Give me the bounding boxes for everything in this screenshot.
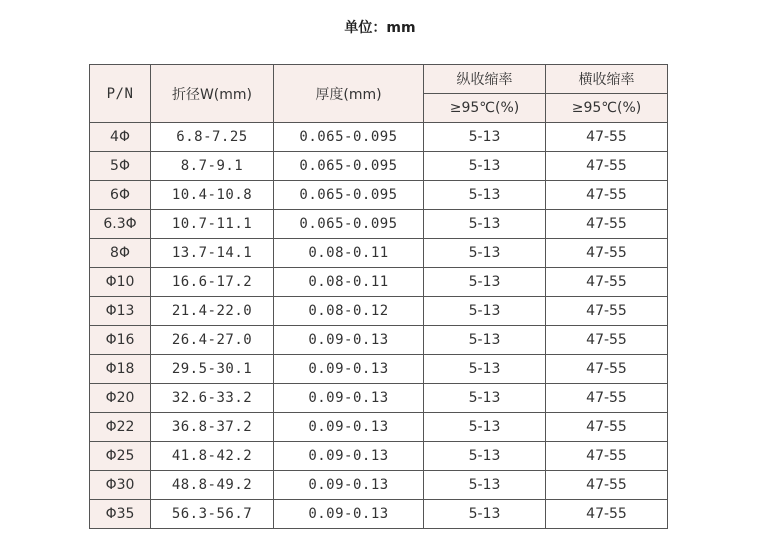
cell-trans-shrink: 47-55 — [546, 268, 668, 297]
cell-trans-shrink: 47-55 — [546, 210, 668, 239]
cell-long-shrink: 5-13 — [424, 123, 546, 152]
table-row — [90, 181, 668, 210]
cell-thickness: 0.09-0.13 — [274, 471, 424, 500]
cell-trans-shrink: 47-55 — [546, 326, 668, 355]
table-row — [90, 326, 668, 355]
cell-fold-width: 10.7-11.1 — [151, 210, 274, 239]
cell-thickness: 0.09-0.13 — [274, 500, 424, 529]
table-row — [90, 152, 668, 181]
cell-fold-width: 29.5-30.1 — [151, 355, 274, 384]
cell-trans-shrink: 47-55 — [546, 384, 668, 413]
cell-fold-width: 10.4-10.8 — [151, 181, 274, 210]
cell-long-shrink: 5-13 — [424, 326, 546, 355]
cell-fold-width: 48.8-49.2 — [151, 471, 274, 500]
spec-table — [89, 64, 668, 529]
cell-fold-width: 16.6-17.2 — [151, 268, 274, 297]
cell-long-shrink: 5-13 — [424, 355, 546, 384]
cell-trans-shrink: 47-55 — [546, 471, 668, 500]
cell-thickness: 0.08-0.11 — [274, 239, 424, 268]
cell-pn: 8Φ — [90, 239, 151, 268]
cell-pn: Φ13 — [90, 297, 151, 326]
table-row — [90, 384, 668, 413]
cell-trans-shrink: 47-55 — [546, 297, 668, 326]
table-row — [90, 268, 668, 297]
table-row — [90, 297, 668, 326]
header-trans-shrink-condition: ≥95℃(%) — [546, 94, 668, 123]
unit-title: 单位：mm — [344, 20, 416, 36]
cell-trans-shrink: 47-55 — [546, 500, 668, 529]
header-thickness: 厚度(mm) — [274, 65, 424, 123]
cell-thickness: 0.09-0.13 — [274, 413, 424, 442]
cell-thickness: 0.08-0.11 — [274, 268, 424, 297]
cell-fold-width: 36.8-37.2 — [151, 413, 274, 442]
cell-pn: Φ20 — [90, 384, 151, 413]
cell-long-shrink: 5-13 — [424, 181, 546, 210]
cell-pn: 4Φ — [90, 123, 151, 152]
table-row — [90, 239, 668, 268]
cell-thickness: 0.09-0.13 — [274, 326, 424, 355]
cell-long-shrink: 5-13 — [424, 210, 546, 239]
cell-thickness: 0.08-0.12 — [274, 297, 424, 326]
cell-fold-width: 32.6-33.2 — [151, 384, 274, 413]
cell-long-shrink: 5-13 — [424, 442, 546, 471]
cell-fold-width: 6.8-7.25 — [151, 123, 274, 152]
cell-thickness: 0.09-0.13 — [274, 355, 424, 384]
cell-long-shrink: 5-13 — [424, 471, 546, 500]
header-long-shrink-condition: ≥95℃(%) — [424, 94, 546, 123]
cell-thickness: 0.09-0.13 — [274, 442, 424, 471]
cell-pn: Φ35 — [90, 500, 151, 529]
cell-pn: Φ10 — [90, 268, 151, 297]
cell-trans-shrink: 47-55 — [546, 355, 668, 384]
spec-table-body — [90, 123, 668, 529]
table-row — [90, 210, 668, 239]
cell-long-shrink: 5-13 — [424, 239, 546, 268]
cell-pn: Φ22 — [90, 413, 151, 442]
cell-thickness: 0.065-0.095 — [274, 181, 424, 210]
cell-long-shrink: 5-13 — [424, 297, 546, 326]
cell-long-shrink: 5-13 — [424, 500, 546, 529]
table-row — [90, 355, 668, 384]
cell-trans-shrink: 47-55 — [546, 413, 668, 442]
cell-thickness: 0.09-0.13 — [274, 384, 424, 413]
cell-pn: Φ18 — [90, 355, 151, 384]
cell-thickness: 0.065-0.095 — [274, 152, 424, 181]
table-row — [90, 123, 668, 152]
cell-long-shrink: 5-13 — [424, 413, 546, 442]
table-row — [90, 442, 668, 471]
header-fold-width: 折径W(mm) — [151, 65, 274, 123]
cell-pn: Φ30 — [90, 471, 151, 500]
cell-pn: Φ16 — [90, 326, 151, 355]
cell-pn: 5Φ — [90, 152, 151, 181]
cell-fold-width: 13.7-14.1 — [151, 239, 274, 268]
header-pn: P/N — [90, 65, 151, 123]
cell-trans-shrink: 47-55 — [546, 239, 668, 268]
cell-fold-width: 26.4-27.0 — [151, 326, 274, 355]
header-long-shrink: 纵收缩率 — [424, 65, 546, 94]
cell-fold-width: 21.4-22.0 — [151, 297, 274, 326]
cell-fold-width: 8.7-9.1 — [151, 152, 274, 181]
cell-fold-width: 41.8-42.2 — [151, 442, 274, 471]
spec-table-header — [90, 65, 668, 123]
cell-long-shrink: 5-13 — [424, 152, 546, 181]
cell-trans-shrink: 47-55 — [546, 181, 668, 210]
cell-pn: 6Φ — [90, 181, 151, 210]
cell-trans-shrink: 47-55 — [546, 442, 668, 471]
table-row — [90, 500, 668, 529]
cell-pn: Φ25 — [90, 442, 151, 471]
cell-long-shrink: 5-13 — [424, 384, 546, 413]
cell-trans-shrink: 47-55 — [546, 123, 668, 152]
cell-trans-shrink: 47-55 — [546, 152, 668, 181]
cell-fold-width: 56.3-56.7 — [151, 500, 274, 529]
cell-long-shrink: 5-13 — [424, 268, 546, 297]
table-row — [90, 413, 668, 442]
table-row — [90, 471, 668, 500]
header-trans-shrink: 横收缩率 — [546, 65, 668, 94]
cell-thickness: 0.065-0.095 — [274, 210, 424, 239]
cell-pn: 6.3Φ — [90, 210, 151, 239]
cell-thickness: 0.065-0.095 — [274, 123, 424, 152]
